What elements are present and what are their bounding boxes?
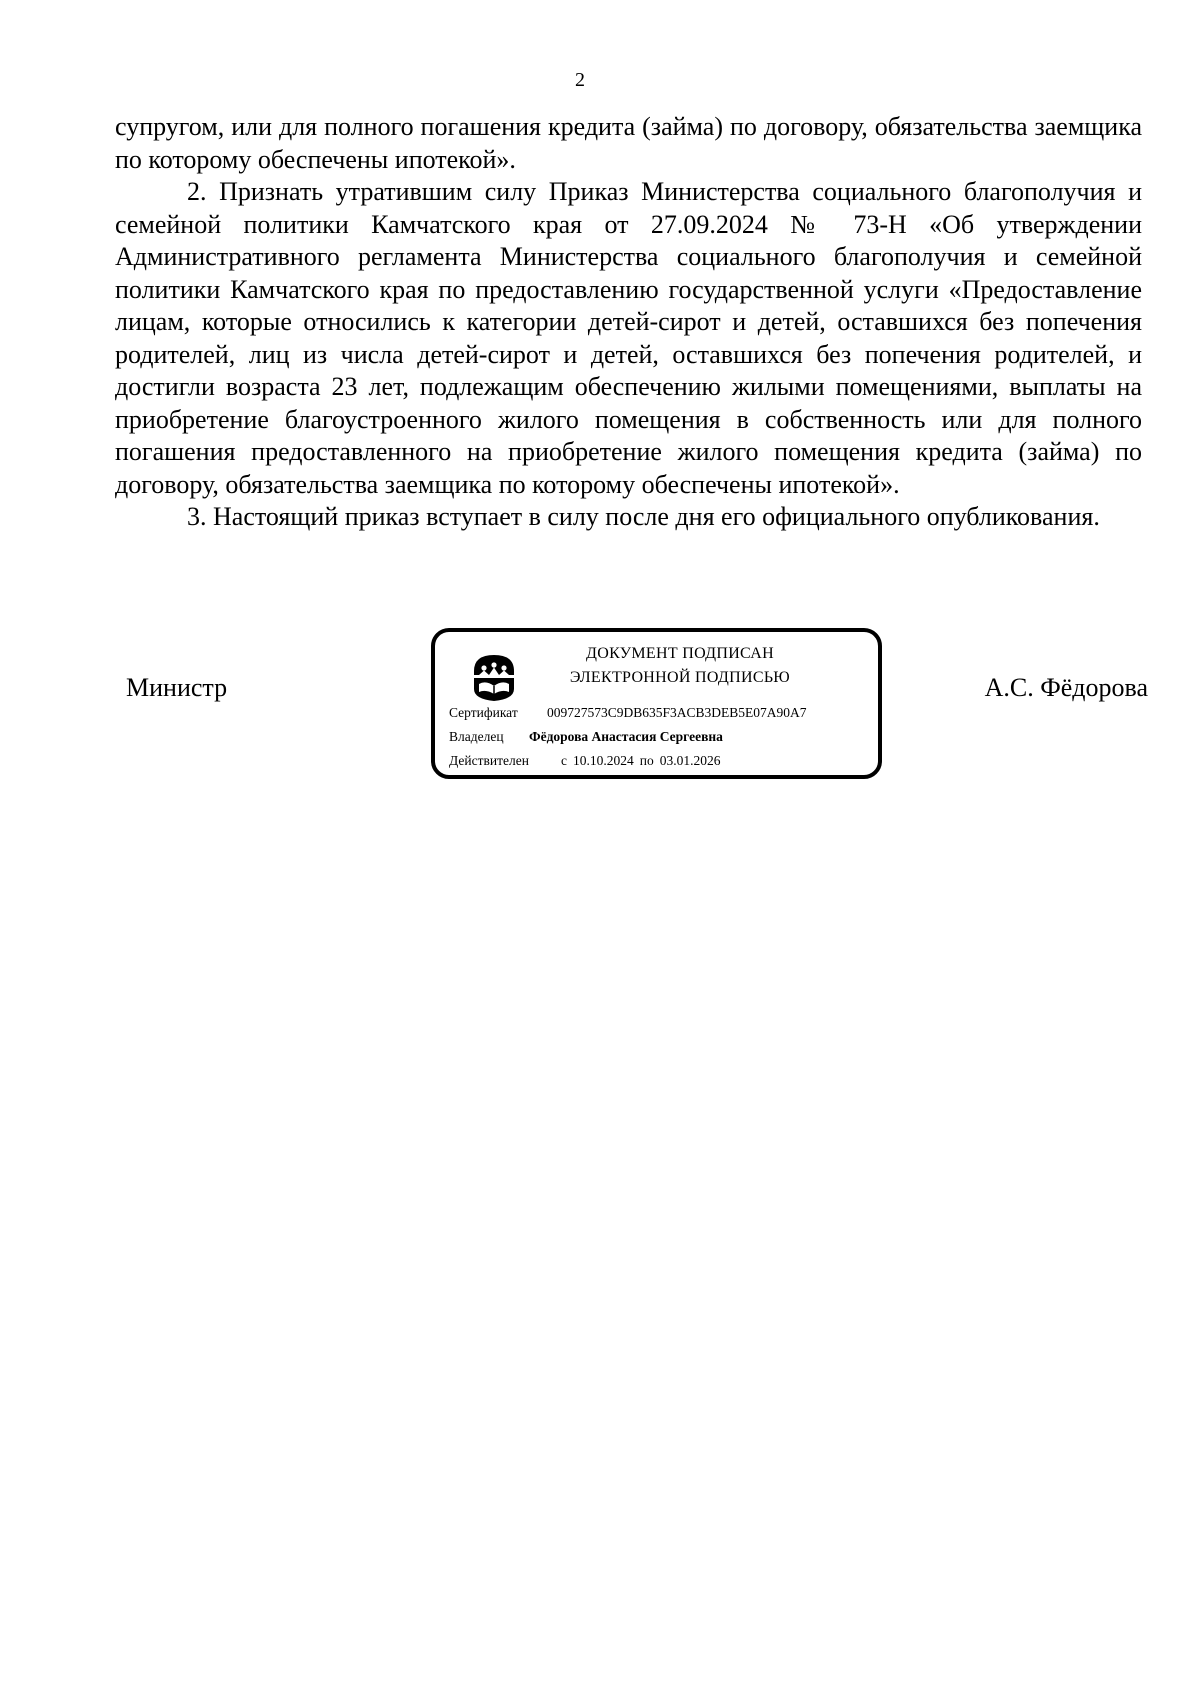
valid-label: Действителен (449, 753, 529, 768)
valid-to-date: 03.01.2026 (659, 753, 721, 768)
stamp-header (525, 642, 835, 690)
valid-from-prefix: с (561, 753, 567, 768)
kamchatka-emblem-icon (470, 651, 518, 703)
stamp-owner-row (449, 728, 723, 746)
signer-title: Министр (126, 673, 228, 702)
valid-from-date: 10.10.2024 (573, 753, 634, 768)
valid-to-prefix: по (639, 753, 654, 768)
stamp-certificate-row (449, 704, 807, 722)
owner-label: Владелец (449, 729, 504, 744)
certificate-label: Сертификат (449, 705, 518, 720)
paragraph-2: 2. Признать утратившим силу Приказ Министерства социального благополучия и семейной политики Камчатского края от 27.09.2024 № 73-Н «Об утверждении Административного регламента Министерства социального благополучия и семейной политики Камчатского края по предоставлению государственной услуги «Предоставление лицам, которые относились к категории детей-сирот и детей, оставшихся без попечения родителей, лиц из числа детей-сирот и детей, оставшихся без попечения родителей, и достигли возраста 23 лет, подлежащим обеспечению жилыми помещениями, выплаты на приобретение благоустроенного жилого помещения в собственность или для полного погашения предоставленного на приобретение жилого помещения кредита (займа) по договору, обязательства заемщика по которому обеспечены ипотекой». (115, 177, 1142, 499)
stamp-header-line-2: ЭЛЕКТРОННОЙ ПОДПИСЬЮ (569, 669, 791, 686)
paragraph-1: супругом, или для полного погашения кредита (займа) по договору, обязательства заемщика по которому обеспечены ипотекой». (115, 112, 1142, 174)
stamp-header-line-1: ДОКУМЕНТ ПОДПИСАН (586, 645, 774, 662)
owner-value: Фёдорова Анастасия Сергеевна (529, 729, 723, 744)
document-body (115, 111, 1142, 534)
certificate-value: 009727573C9DB635F3ACB3DEB5E07A90A7 (547, 705, 807, 720)
page-number: 2 (575, 69, 585, 91)
electronic-signature-stamp (431, 628, 882, 779)
paragraph-3: 3. Настоящий приказ вступает в силу после дня его официального опубликования. (187, 502, 1100, 531)
stamp-validity-row (449, 752, 720, 770)
signer-name: А.С. Фёдорова (984, 673, 1148, 702)
